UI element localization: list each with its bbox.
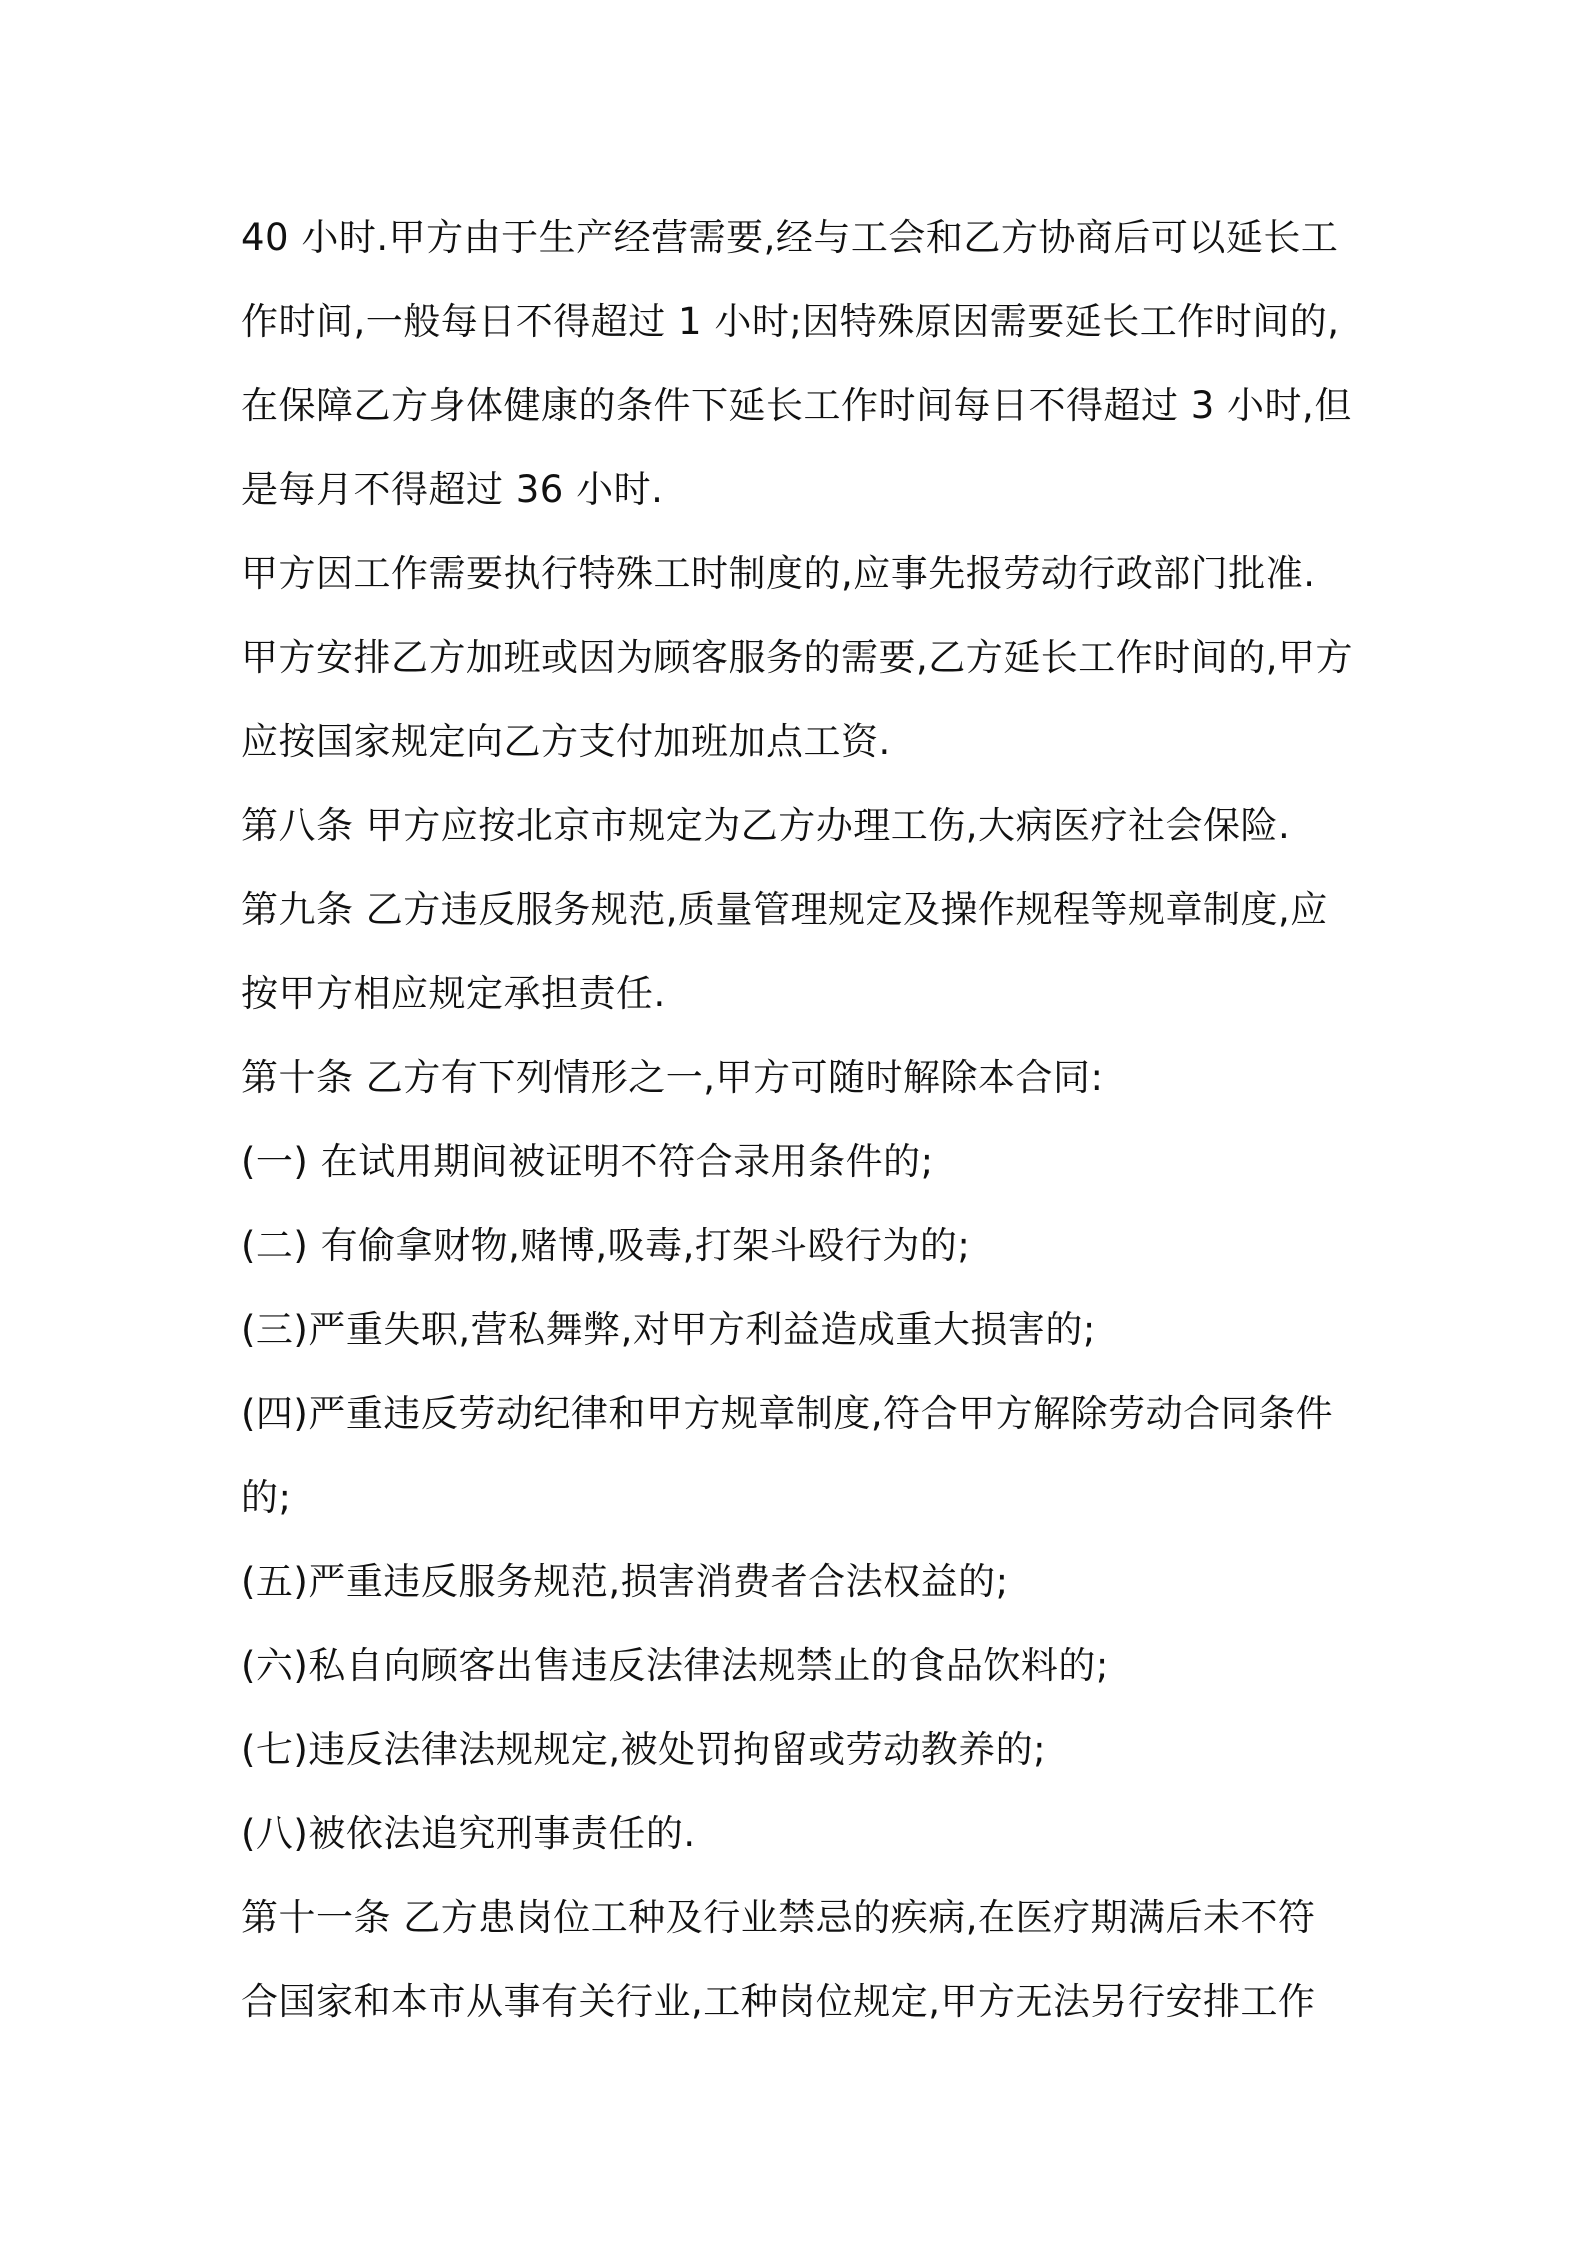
list-item: (三)严重失职,营私舞弊,对甲方利益造成重大损害的;	[241, 1308, 1096, 1351]
text-line: 在保障乙方身体健康的条件下延长工作时间每日不得超过 3 小时,但	[241, 384, 1352, 427]
text-line: 甲方因工作需要执行特殊工时制度的,应事先报劳动行政部门批准.	[241, 552, 1316, 595]
text-line: 应按国家规定向乙方支付加班加点工资.	[241, 720, 891, 763]
text-line: 是每月不得超过 36 小时.	[241, 468, 664, 511]
text-line: 按甲方相应规定承担责任.	[241, 972, 666, 1015]
list-item: (二) 有偷拿财物,赌博,吸毒,打架斗殴行为的;	[241, 1224, 971, 1267]
text-line: 40 小时.甲方由于生产经营需要,经与工会和乙方协商后可以延长工	[241, 216, 1339, 259]
list-item: (六)私自向顾客出售违反法律法规禁止的食品饮料的;	[241, 1644, 1109, 1687]
article-11-line: 第十一条 乙方患岗位工种及行业禁忌的疾病,在医疗期满后未不符	[241, 1896, 1316, 1939]
article-9-line: 第九条 乙方违反服务规范,质量管理规定及操作规程等规章制度,应	[241, 888, 1328, 931]
text-line: 作时间,一般每日不得超过 1 小时;因特殊原因需要延长工作时间的,	[241, 300, 1340, 343]
list-item: (五)严重违反服务规范,损害消费者合法权益的;	[241, 1560, 1009, 1603]
article-10-line: 第十条 乙方有下列情形之一,甲方可随时解除本合同:	[241, 1056, 1104, 1099]
text-line: 合国家和本市从事有关行业,工种岗位规定,甲方无法另行安排工作	[241, 1980, 1316, 2023]
list-item: (一) 在试用期间被证明不符合录用条件的;	[241, 1140, 934, 1183]
list-item: (四)严重违反劳动纪律和甲方规章制度,符合甲方解除劳动合同条件	[241, 1392, 1334, 1435]
text-line: 甲方安排乙方加班或因为顾客服务的需要,乙方延长工作时间的,甲方	[241, 636, 1354, 679]
list-item-continuation: 的;	[241, 1476, 292, 1519]
list-item: (七)违反法律法规规定,被处罚拘留或劳动教养的;	[241, 1728, 1047, 1771]
list-item: (八)被依法追究刑事责任的.	[241, 1812, 696, 1855]
article-8-line: 第八条 甲方应按北京市规定为乙方办理工伤,大病医疗社会保险.	[241, 804, 1291, 847]
document-body	[241, 196, 1354, 2044]
